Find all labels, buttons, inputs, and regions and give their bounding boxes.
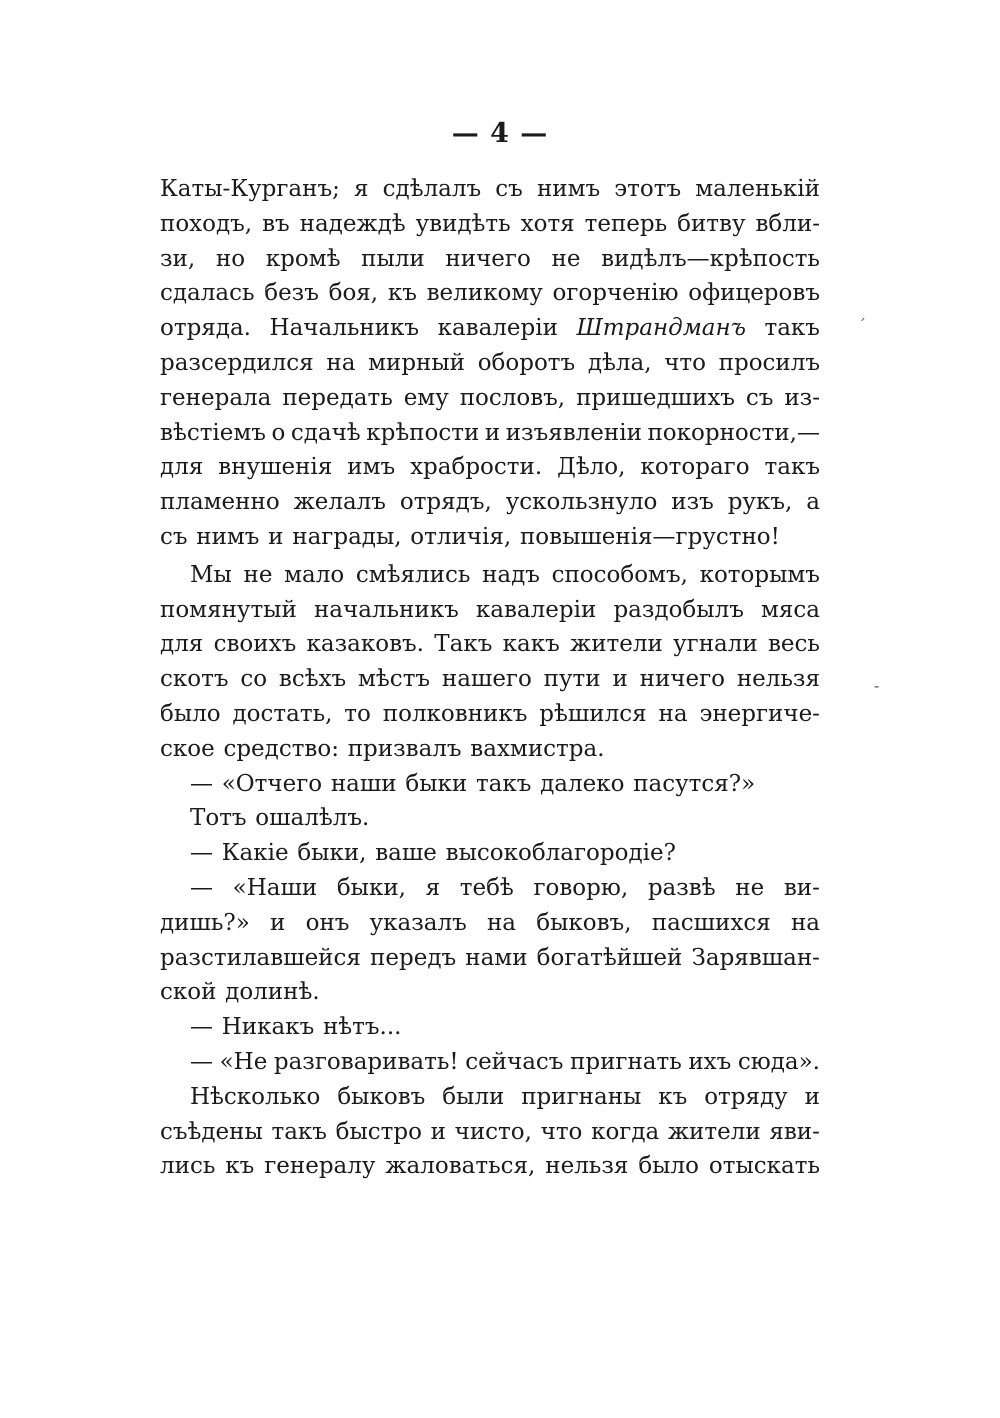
text-line — [160, 732, 820, 767]
word: вѣстіемъ — [160, 419, 266, 446]
word: «Не — [219, 1048, 268, 1075]
text-line — [160, 1080, 820, 1115]
word: кавалеріи — [475, 596, 597, 623]
word: дишь?» — [160, 909, 250, 936]
word: ничего — [639, 666, 725, 693]
text-line — [160, 975, 820, 1010]
word: видѣлъ—крѣпость — [601, 245, 820, 272]
word: пасшихся — [651, 909, 771, 936]
word: были — [442, 1083, 505, 1110]
word: не — [735, 874, 765, 901]
word: Штрандманъ — [576, 315, 746, 342]
text-line — [160, 207, 820, 242]
word: отличія, — [410, 523, 512, 550]
word: казаковъ. — [306, 631, 424, 658]
word: храбрости. — [410, 454, 543, 481]
word: къ — [387, 280, 417, 307]
word: кромѣ — [265, 245, 341, 272]
word: — — [190, 874, 213, 901]
word: начальникъ — [313, 596, 459, 623]
text-line — [160, 346, 820, 381]
word: скотъ — [160, 666, 229, 693]
word: жаловаться, — [385, 1153, 536, 1180]
word: быковъ — [337, 1083, 426, 1110]
word: весь — [767, 631, 820, 658]
word: хотя — [520, 210, 575, 237]
word: на — [790, 909, 820, 936]
word: покорности,— — [647, 419, 820, 446]
word: отрядъ, — [399, 489, 492, 516]
word: офицеровъ — [688, 280, 820, 307]
word: — — [190, 840, 213, 867]
word: быки — [405, 770, 468, 797]
word: средство: — [223, 735, 339, 762]
word: отряду — [704, 1083, 788, 1110]
word: увидѣть — [415, 210, 511, 237]
word: къ — [658, 1083, 688, 1110]
word: передать — [282, 384, 393, 411]
word: быки, — [297, 840, 367, 867]
word: дѣла, — [587, 349, 652, 376]
word: съ — [160, 523, 188, 550]
text-line — [160, 558, 820, 593]
word: наши — [330, 770, 397, 797]
word: пригнать — [570, 1048, 682, 1075]
word: я — [425, 874, 441, 901]
word: великому — [426, 280, 543, 307]
word: для — [160, 631, 204, 658]
word: и — [268, 523, 284, 550]
word: и — [484, 419, 501, 446]
word: помянутый — [160, 596, 297, 623]
text-line — [160, 485, 820, 520]
word: на — [486, 909, 517, 936]
word: было — [160, 700, 221, 727]
word: далеко — [540, 770, 625, 797]
word: ихъ — [688, 1048, 732, 1075]
word: просилъ — [718, 349, 820, 376]
word: такъ — [475, 770, 532, 797]
word: нельзя — [736, 666, 820, 693]
word: и — [612, 666, 628, 693]
word: мирный — [368, 349, 466, 376]
word: безъ — [264, 280, 319, 307]
word: зи, — [160, 245, 196, 272]
word: рукъ, — [727, 489, 793, 516]
word: Какіе — [221, 840, 289, 867]
word: нимъ — [196, 523, 260, 550]
word: онъ — [305, 909, 350, 936]
word: генерала — [160, 384, 272, 411]
word: со — [240, 666, 268, 693]
word: говорю, — [533, 874, 629, 901]
word: вбли- — [755, 210, 820, 237]
word: внушенія — [218, 454, 333, 481]
word: сдачѣ — [290, 419, 361, 446]
word: пословъ, — [459, 384, 566, 411]
text-line — [160, 1010, 820, 1045]
word: «Наши — [232, 874, 318, 901]
word: Каты-Курганъ; — [160, 176, 340, 202]
word: сдалась — [160, 280, 255, 307]
word: ошалѣлъ. — [255, 805, 370, 832]
text-line — [160, 381, 820, 416]
word: крѣпости — [366, 419, 480, 446]
word: ви- — [783, 874, 820, 901]
word: такъ — [271, 1118, 327, 1145]
word: и — [430, 1118, 446, 1145]
word: быки, — [336, 874, 406, 901]
word: но — [215, 245, 246, 272]
word: способомъ, — [551, 561, 688, 588]
word: Такъ — [434, 631, 493, 658]
word: Нѣсколько — [190, 1083, 321, 1110]
word: богатѣйшей — [536, 944, 683, 971]
word: имъ — [347, 454, 396, 481]
word: пыли — [361, 245, 425, 272]
word: съ — [745, 384, 774, 411]
text-line — [160, 172, 820, 207]
word: сейчасъ — [465, 1048, 564, 1075]
text-line — [160, 450, 820, 485]
word: о — [271, 419, 286, 446]
text-line — [160, 662, 820, 697]
word: лись — [160, 1153, 216, 1180]
word: что — [540, 1118, 583, 1145]
body-text — [160, 172, 820, 1184]
word: пригнаны — [521, 1083, 642, 1110]
word: вахмистра. — [470, 735, 605, 762]
word: разсердился — [160, 349, 314, 376]
word: ему — [403, 384, 449, 411]
word: нѣтъ... — [322, 1014, 402, 1041]
word: не — [551, 245, 581, 272]
word: было — [638, 1153, 699, 1180]
word: нимъ — [536, 176, 601, 202]
word: из- — [784, 384, 820, 411]
word: котораго — [640, 454, 750, 481]
word: жители — [570, 631, 663, 658]
word: на — [658, 700, 688, 727]
word: раздобылъ — [613, 596, 744, 623]
text-line — [160, 593, 820, 628]
word: нами — [465, 944, 528, 971]
word: высокоблагородіе? — [445, 840, 676, 867]
word: огорченію — [552, 280, 679, 307]
word: ничего — [445, 245, 531, 272]
word: яви- — [769, 1118, 820, 1145]
word: теперь — [584, 210, 668, 237]
word: нашего — [441, 666, 532, 693]
word: разстилавшейся — [160, 944, 361, 971]
word: съѣдены — [160, 1118, 263, 1145]
page-number: — 4 — — [451, 118, 549, 149]
text-line — [160, 520, 820, 555]
word: пришедшихъ — [576, 384, 735, 411]
text-line — [160, 767, 820, 802]
word: оборотъ — [477, 349, 576, 376]
word: и — [804, 1083, 820, 1110]
word: Начальникъ — [269, 315, 420, 342]
word: передъ — [370, 944, 457, 971]
word: мало — [284, 561, 345, 588]
word: смѣялись — [355, 561, 471, 588]
word: маленькій — [695, 176, 820, 202]
word: тебѣ — [459, 874, 514, 901]
text-line — [160, 627, 820, 662]
word: какъ — [502, 631, 560, 658]
word: надъ — [482, 561, 540, 588]
word: награды, — [292, 523, 402, 550]
text-line — [160, 1045, 820, 1080]
word: «Отчего — [221, 770, 323, 797]
word: полковникъ — [382, 700, 528, 727]
print-speck: - — [874, 676, 880, 695]
word: — — [190, 770, 213, 797]
word: своихъ — [213, 631, 297, 658]
word: на — [326, 349, 356, 376]
word: нельзя — [545, 1153, 629, 1180]
word: когда — [591, 1118, 660, 1145]
word: ское — [160, 735, 215, 762]
word: къ — [225, 1153, 255, 1180]
word: достать, — [232, 700, 333, 727]
word: боя, — [328, 280, 379, 307]
word: такъ — [764, 454, 820, 481]
word: развѣ — [647, 874, 716, 901]
word: не — [243, 561, 273, 588]
word: быковъ, — [536, 909, 632, 936]
word: генералу — [264, 1153, 376, 1180]
word: отряда. — [160, 315, 251, 342]
word: жители — [667, 1118, 761, 1145]
text-line — [160, 941, 820, 976]
word: пламенно — [160, 489, 280, 516]
word: Никакъ — [221, 1014, 315, 1041]
word: сдѣлалъ — [382, 176, 482, 202]
text-line — [160, 416, 820, 451]
word: Мы — [190, 561, 232, 588]
word: — — [190, 1014, 213, 1041]
word: изъ — [671, 489, 714, 516]
word: такъ — [764, 315, 820, 342]
word: надеждѣ — [299, 210, 406, 237]
word: походъ, — [160, 210, 253, 237]
word: кавалеріи — [437, 315, 558, 342]
text-line — [160, 906, 820, 941]
word: мяса — [760, 596, 820, 623]
text-line — [160, 276, 820, 311]
word: рѣшился — [539, 700, 647, 727]
word: а — [806, 489, 820, 516]
word: что — [664, 349, 706, 376]
word: Дѣло, — [557, 454, 626, 481]
text-line — [160, 836, 820, 871]
print-speck: ˊ — [858, 316, 866, 335]
word: Зарявшан- — [691, 944, 820, 971]
word: ваше — [375, 840, 437, 867]
word: указалъ — [369, 909, 467, 936]
word: изъявленіи — [505, 419, 642, 446]
text-line — [160, 242, 820, 277]
word: я — [354, 176, 369, 202]
text-line — [160, 697, 820, 732]
text-line — [160, 801, 820, 836]
word: то — [344, 700, 371, 727]
word: съ — [495, 176, 523, 202]
word: ской — [160, 979, 217, 1006]
text-line — [160, 1115, 820, 1150]
word: чисто, — [454, 1118, 532, 1145]
word: Тотъ — [190, 805, 247, 832]
word: отыскать — [708, 1153, 820, 1180]
word: быстро — [335, 1118, 422, 1145]
word: желалъ — [293, 489, 386, 516]
word: повышенія—грустно! — [519, 523, 780, 550]
word: въ — [262, 210, 290, 237]
word: призвалъ — [347, 735, 462, 762]
word: мѣстъ — [358, 666, 431, 693]
word: разговаривать! — [273, 1048, 459, 1075]
word: — — [190, 1048, 213, 1075]
text-line — [160, 871, 820, 906]
word: долинѣ. — [225, 979, 320, 1006]
word: угнали — [673, 631, 758, 658]
word: этотъ — [614, 176, 682, 202]
word: для — [160, 454, 204, 481]
word: ускользнуло — [505, 489, 658, 516]
text-line — [160, 311, 820, 346]
word: пути — [543, 666, 601, 693]
word: и — [270, 909, 286, 936]
word: сюда». — [737, 1048, 820, 1075]
word: битву — [677, 210, 746, 237]
text-line — [160, 1149, 820, 1184]
word: которымъ — [699, 561, 820, 588]
word: пасутся?» — [633, 770, 756, 797]
word: энергиче- — [699, 700, 820, 727]
word: всѣхъ — [278, 666, 347, 693]
